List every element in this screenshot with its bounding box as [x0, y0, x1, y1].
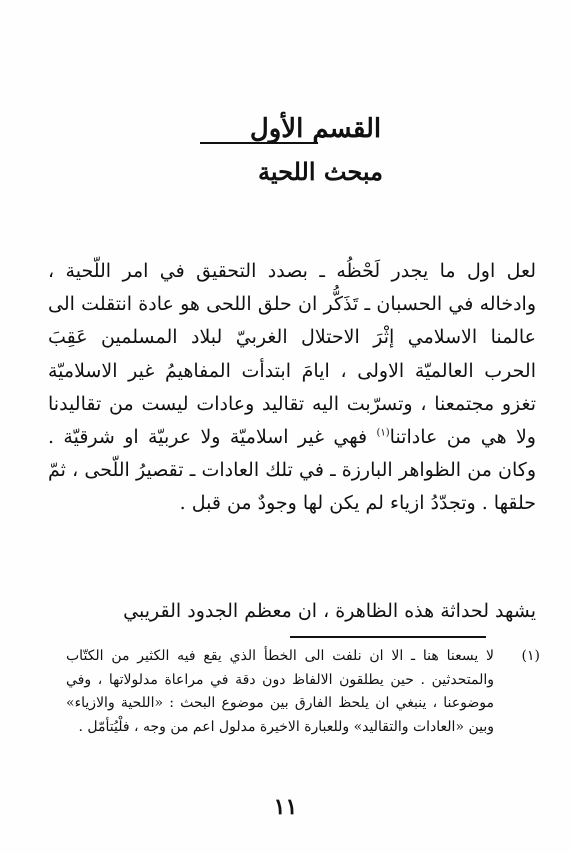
section-title: القسم الأول — [249, 114, 382, 144]
footnote-separator — [290, 636, 486, 638]
heading-block — [0, 112, 571, 188]
page-number: ١١ — [273, 794, 298, 820]
footnote-marker: (١) — [521, 648, 540, 664]
footnote-text: لا يسعنا هنا ـ الا ان نلفت الى الخطأ الذي يقع فيه الكثير من الكتّاب والمتحدثين . حين يطلقون الالفاظ دون دقة في مراعاة مدلولاتها ، وفي موضوعنا ، ينبغي ان يلحظ الفارق بين موضوع البحث : «اللحية والازياء» وبين «العادات والتقاليد» وللعبارة الاخيرة مدلول اعم من وجه ، فلْيُتأمّل . — [66, 648, 494, 735]
topic-title: مبحث اللحية — [257, 157, 384, 186]
footnote — [66, 645, 540, 739]
footnote-reference: (١) — [376, 427, 390, 439]
second-paragraph: يشهد لحداثة هذه الظاهرة ، ان معظم الجدود القريبي — [123, 600, 536, 622]
paragraph-text-continued: فهي غير اسلاميّة ولا عربيّة او شرقيّة . وكان من الظواهر البارزة ـ في تلك العادات ـ تقصيرُ اللّحى ، ثمّ حلقها . وتجدّدُ ازياء لم يكن لها وجودٌ من قبل . — [48, 426, 536, 515]
paragraph-text: لعل اول ما يجدر لَحْظُه ـ بصدد التحقيق في امر اللّحية ، وادخاله في الحسبان ـ تَذَكُّر ان حلق اللحى هو عادة انتقلت الى عالمنا الاسلامي إثْرَ الاحتلال الغربيّ لبلاد المسلمين عَقِبَ الحرب العالميّة الاولى ، ايامَ ابتدأت المفاهيمُ غير الاسلاميّة تغزو مجتمعنا ، وتسرّبت اليه تقاليد وعادات ليست من تقاليدنا ولا هي من عاداتنا — [48, 260, 536, 449]
main-paragraph — [48, 255, 536, 521]
